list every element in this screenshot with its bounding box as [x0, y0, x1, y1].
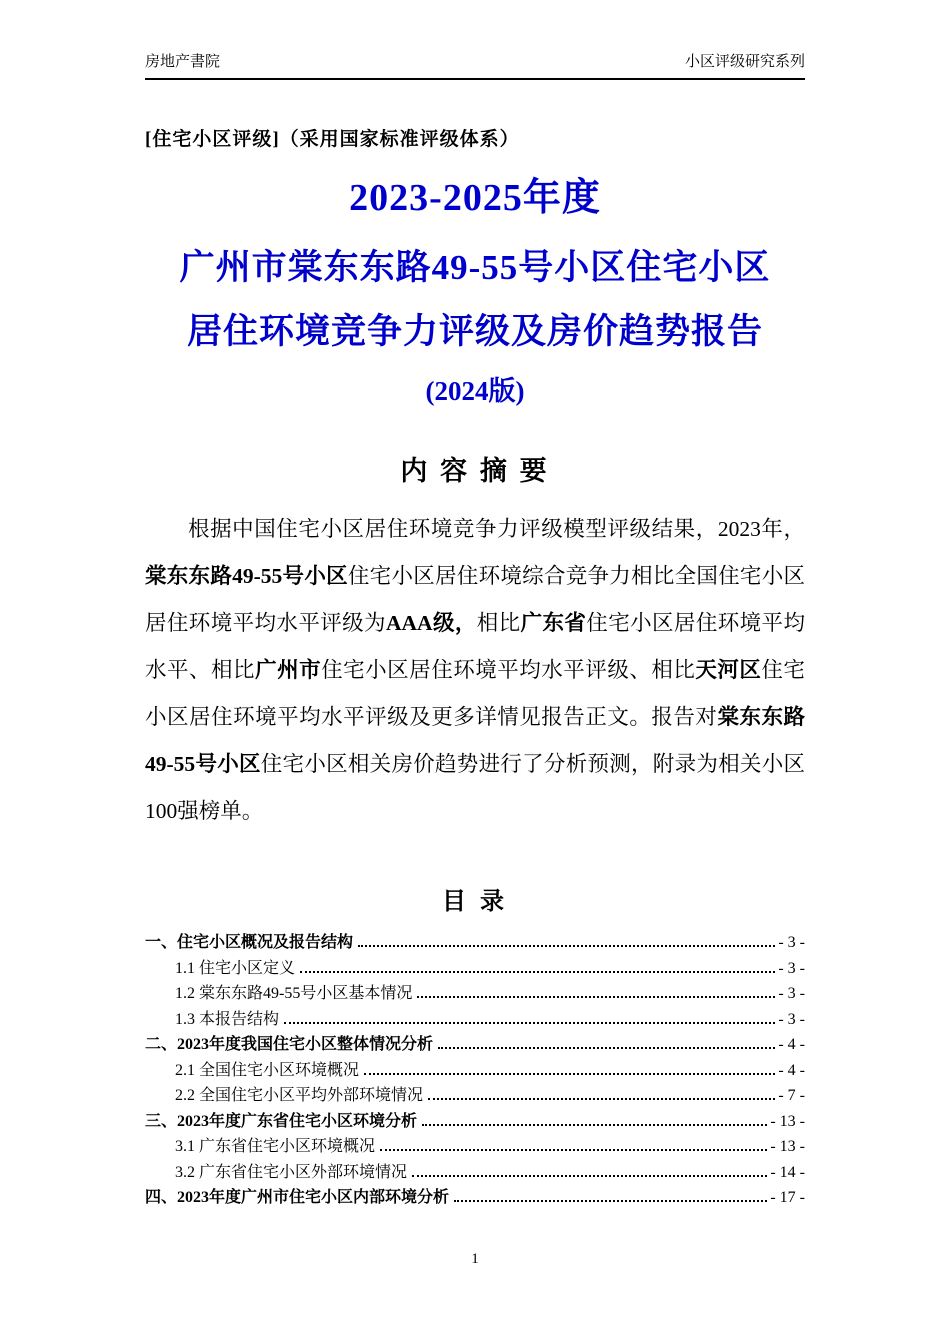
toc-row	[145, 1185, 805, 1211]
summary-segment: 根据中国住宅小区居住环境竞争力评级模型评级结果，2023年，	[188, 517, 805, 542]
toc-row	[145, 1007, 805, 1033]
toc-row	[145, 1032, 805, 1058]
toc-row	[145, 1160, 805, 1186]
toc-leader-dots	[300, 971, 775, 973]
toc-label: 2.2 全国住宅小区平均外部环境情况	[175, 1087, 424, 1105]
toc-label: 1.1 住宅小区定义	[175, 959, 296, 977]
summary-segment-community-name: 棠东东路49-55号小区	[145, 705, 805, 777]
summary-paragraph	[145, 506, 805, 835]
toc-leader-dots	[358, 945, 775, 947]
header-right-text: 小区评级研究系列	[684, 54, 805, 70]
toc-label: 二、2023年度我国住宅小区整体情况分析	[145, 1036, 434, 1054]
toc-leader-dots	[380, 1149, 767, 1151]
toc-label: 1.3 本报告结构	[175, 1010, 280, 1028]
toc-leader-dots	[284, 1022, 775, 1024]
toc-page-number: - 7 -	[778, 1087, 805, 1105]
summary-segment: 住宅小区居住环境平均水平评级、相比	[321, 658, 696, 683]
toc-row	[145, 1058, 805, 1084]
summary-segment-province: 广东省	[520, 611, 587, 636]
toc-page-number: - 3 -	[778, 1010, 805, 1028]
report-title-line2: 广州市棠东东路49-55号小区住宅小区	[179, 247, 771, 287]
summary-segment: 住宅小区居住环境综合竞争力相比全国住宅小区居住环境平均水平评级为	[145, 564, 805, 636]
toc-page-number: - 3 -	[778, 985, 805, 1003]
report-title-block	[145, 177, 805, 407]
toc-page-number: - 14 -	[770, 1163, 805, 1181]
toc-leader-dots	[422, 1124, 767, 1126]
header-left-text: 房地产書院	[145, 54, 221, 70]
toc-label: 1.2 棠东东路49-55号小区基本情况	[175, 985, 413, 1003]
toc-label: 2.1 全国住宅小区环境概况	[175, 1061, 360, 1079]
toc-label: 3.1 广东省住宅小区环境概况	[175, 1138, 376, 1156]
toc-leader-dots	[454, 1200, 767, 1202]
toc-leader-dots	[417, 996, 775, 998]
page-header	[145, 50, 805, 80]
toc-row	[145, 930, 805, 956]
summary-segment: 相比	[476, 611, 521, 636]
toc-label: 一、住宅小区概况及报告结构	[145, 934, 354, 952]
summary-segment-district: 天河区	[695, 658, 762, 683]
page-number: 1	[471, 1251, 479, 1267]
report-title-line3: 居住环境竞争力评级及房价趋势报告	[186, 311, 763, 351]
summary-heading: 内 容 摘 要	[400, 456, 550, 487]
summary-segment-community-name: 棠东东路49-55号小区	[145, 564, 348, 589]
classification-label: [住宅小区评级]（采用国家标准评级体系）	[145, 129, 520, 150]
summary-segment-city: 广州市	[255, 658, 322, 683]
toc-label: 四、2023年度广州市住宅小区内部环境分析	[145, 1189, 450, 1207]
toc-page-number: - 13 -	[770, 1138, 805, 1156]
report-title-line1: 2023-2025年度	[349, 177, 601, 219]
toc-row	[145, 1134, 805, 1160]
toc-heading: 目 录	[442, 889, 508, 916]
toc-leader-dots	[364, 1073, 775, 1075]
toc-label: 三、2023年度广东省住宅小区环境分析	[145, 1112, 418, 1130]
report-title-edition: (2024版)	[425, 375, 525, 406]
summary-segment-rating: AAA级，	[385, 611, 477, 636]
toc-row	[145, 956, 805, 982]
toc-page-number: - 4 -	[778, 1036, 805, 1054]
page-footer	[0, 1251, 950, 1268]
summary-segment: 住宅小区居住环境平均水平、相比	[145, 611, 805, 683]
toc-row	[145, 1109, 805, 1135]
toc-page-number: - 4 -	[778, 1061, 805, 1079]
toc-page-number: - 13 -	[770, 1112, 805, 1130]
toc-leader-dots	[438, 1047, 775, 1049]
toc-row	[145, 1083, 805, 1109]
summary-segment: 住宅小区居住环境平均水平评级及更多详情见报告正文。报告对	[145, 658, 805, 730]
toc-leader-dots	[428, 1098, 775, 1100]
table-of-contents	[145, 930, 805, 1211]
toc-row	[145, 981, 805, 1007]
toc-page-number: - 3 -	[778, 959, 805, 977]
toc-page-number: - 3 -	[778, 934, 805, 952]
toc-page-number: - 17 -	[770, 1189, 805, 1207]
toc-leader-dots	[412, 1175, 767, 1177]
summary-segment: 住宅小区相关房价趋势进行了分析预测，附录为相关小区100强榜单。	[145, 752, 805, 824]
toc-label: 3.2 广东省住宅小区外部环境情况	[175, 1163, 408, 1181]
